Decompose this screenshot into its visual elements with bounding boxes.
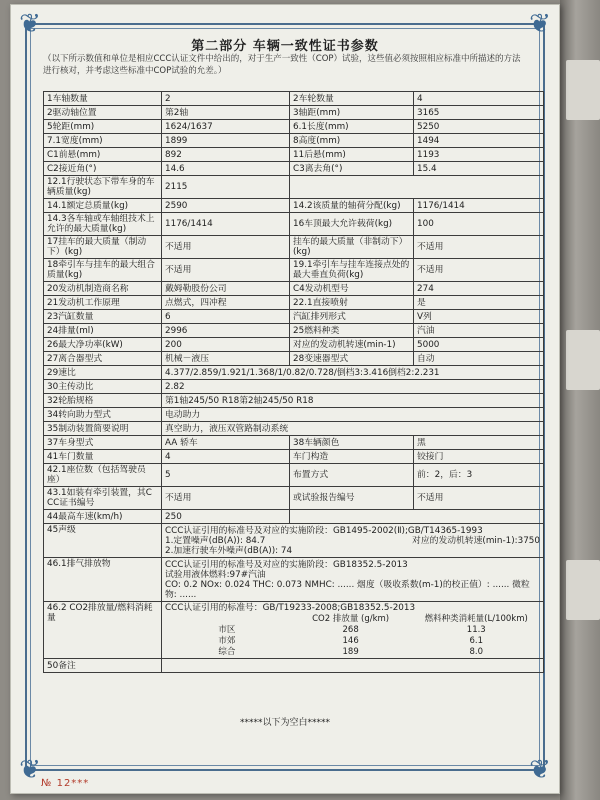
empty-cell	[290, 176, 544, 199]
field-value: 1624/1637	[162, 120, 290, 134]
table-row	[44, 310, 544, 324]
table-row	[44, 487, 544, 510]
field-label: 2驱动轴位置	[44, 106, 162, 120]
field-label: 30主传动比	[44, 380, 162, 394]
field-value: 1193	[414, 148, 544, 162]
field-value: 黑	[414, 436, 544, 450]
co2-value: 146	[342, 635, 359, 646]
field-label: 8高度(mm)	[290, 134, 414, 148]
field-value: 真空助力，液压双管路制动系统	[162, 422, 544, 436]
field-label: 挂车的最大质量（非制动下）(kg)	[290, 236, 414, 259]
field-label: 布置方式	[290, 464, 414, 487]
field-label: 21发动机工作原理	[44, 296, 162, 310]
field-label: 14.1额定总质量(kg)	[44, 199, 162, 213]
field-label: 16车顶最大允许载荷(kg)	[290, 213, 414, 236]
field-value: 6	[162, 310, 290, 324]
field-label: 37车身型式	[44, 436, 162, 450]
intro-note: （以下所示数值和单位是相应CCC认证文件中给出的，对于生产一致性（COP）试验，这些值必须按照相应标准中所描述的方法进行核对，并考虑这些标准中COP试验的允差。）	[43, 54, 521, 76]
table-row	[44, 366, 544, 380]
field-label: 2车轮数量	[290, 92, 414, 106]
field-value: 前：2，后：3	[414, 464, 544, 487]
ornament-icon: ❦	[19, 755, 41, 785]
field-label: 27离合器型式	[44, 352, 162, 366]
field-value	[162, 602, 544, 659]
field-label: 46.2 CO2排放量/燃料消耗量	[44, 602, 162, 659]
table-row	[44, 408, 544, 422]
table-row	[44, 394, 544, 408]
table-row	[44, 450, 544, 464]
table-row	[44, 602, 544, 659]
table-row	[165, 635, 540, 646]
field-label: 11后悬(mm)	[290, 148, 414, 162]
table-row	[44, 524, 544, 558]
table-row	[44, 436, 544, 450]
field-label: 26最大净功率(kW)	[44, 338, 162, 352]
cycle-name: 综合	[218, 646, 236, 657]
field-label: 34转向助力型式	[44, 408, 162, 422]
page-title: 第二部分 车辆一致性证书参数	[191, 39, 379, 54]
table-row	[44, 282, 544, 296]
field-label: 25燃料种类	[290, 324, 414, 338]
field-value: 892	[162, 148, 290, 162]
field-label: 14.3各车轴或车轴组技术上允许的最大质量(kg)	[44, 213, 162, 236]
field-label: 23汽缸数量	[44, 310, 162, 324]
emission-values: CO: 0.2 NOx: 0.024 THC: 0.073 NMHC: ...... 烟度（吸收系数(m-1)的校正值）: ...... 微粒物: ......	[165, 579, 530, 600]
emission-fuel: 试验用液体燃料:97#汽油	[165, 569, 266, 580]
field-label: 46.1排气排放物	[44, 558, 162, 602]
table-row	[44, 92, 544, 106]
field-value: 2	[162, 92, 290, 106]
field-value	[162, 524, 544, 558]
field-value: 2115	[162, 176, 290, 199]
field-label: 32轮胎规格	[44, 394, 162, 408]
spec-table	[43, 91, 544, 673]
table-row	[44, 324, 544, 338]
noise-driveby: 2.加速行驶车外噪声(dB(A)): 74	[165, 545, 293, 556]
field-value: 5	[162, 464, 290, 487]
empty-cell	[290, 510, 544, 524]
field-label: 车门构造	[290, 450, 414, 464]
field-value: 14.6	[162, 162, 290, 176]
field-label: 35制动装置简要说明	[44, 422, 162, 436]
field-label: 42.1座位数（包括驾驶员座）	[44, 464, 162, 487]
field-label: 41车门数量	[44, 450, 162, 464]
field-value: 是	[414, 296, 544, 310]
field-label: 汽缸排列形式	[290, 310, 414, 324]
table-row	[44, 162, 544, 176]
table-row	[44, 296, 544, 310]
field-value: 274	[414, 282, 544, 296]
table-row	[44, 148, 544, 162]
noise-standard: CCC认证引用的标准号及对应的实施阶段：GB1495-2002(Ⅱ);GB/T14365-1993	[165, 525, 483, 536]
table-row	[44, 558, 544, 602]
table-row	[44, 134, 544, 148]
field-value: 自动	[414, 352, 544, 366]
field-value: 4	[414, 92, 544, 106]
field-value: 2.82	[162, 380, 544, 394]
table-row	[165, 646, 540, 657]
field-label: 5轮距(mm)	[44, 120, 162, 134]
field-value	[162, 558, 544, 602]
ornament-icon: ❦	[19, 9, 41, 39]
ornament-icon: ❦	[529, 755, 551, 785]
noise-stationary	[165, 536, 540, 546]
field-value: 1899	[162, 134, 290, 148]
table-row	[44, 464, 544, 487]
field-value: 100	[414, 213, 544, 236]
field-value: 不适用	[162, 259, 290, 282]
fuel-header: 燃料种类消耗量(L/100km)	[424, 613, 528, 624]
field-label: 14.2该质量的轴荷分配(kg)	[290, 199, 414, 213]
table-row	[44, 120, 544, 134]
co2-standard: CCC认证引用的标准号：GB/T19233-2008;GB18352.5-2013	[165, 603, 416, 613]
serial-number: № 12***	[41, 778, 90, 789]
field-label: 24排量(ml)	[44, 324, 162, 338]
table-row	[44, 338, 544, 352]
field-value: 4.377/2.859/1.921/1.368/1/0.82/0.728/倒档3:3.416倒档2:2.231	[162, 366, 544, 380]
field-value: 1176/1414	[414, 199, 544, 213]
fuel-value: 11.3	[466, 624, 486, 635]
field-label: 38车辆颜色	[290, 436, 414, 450]
table-row	[44, 106, 544, 120]
field-value: 4	[162, 450, 290, 464]
co2-value: 189	[342, 646, 359, 657]
field-label: 45声级	[44, 524, 162, 558]
emission-standard: CCC认证引用的标准号及对应的实施阶段：GB18352.5-2013	[165, 559, 408, 570]
field-label: 19.1牵引车与挂车连接点处的最大垂直负荷(kg)	[290, 259, 414, 282]
field-value: 第1轴245/50 R18第2轴245/50 R18	[162, 394, 544, 408]
field-label: 44最高车速(km/h)	[44, 510, 162, 524]
field-value: 2590	[162, 199, 290, 213]
field-value: 不适用	[162, 487, 290, 510]
table-row	[44, 199, 544, 213]
field-value: 汽油	[414, 324, 544, 338]
field-value: 铰接门	[414, 450, 544, 464]
field-label: C3离去角(°)	[290, 162, 414, 176]
field-value: AA 轿车	[162, 436, 290, 450]
field-label: 3轴距(mm)	[290, 106, 414, 120]
field-value: 15.4	[414, 162, 544, 176]
field-label: 17挂车的最大质量（制动下）(kg)	[44, 236, 162, 259]
field-value: 200	[162, 338, 290, 352]
field-value: 1494	[414, 134, 544, 148]
noise-engine-speed: 对应的发动机转速(min-1):3750	[412, 535, 540, 546]
fuel-value: 6.1	[469, 635, 484, 646]
desk-background	[560, 0, 600, 800]
field-label: 对应的发动机转速(min-1)	[290, 338, 414, 352]
field-value	[162, 659, 544, 673]
table-row	[44, 176, 544, 199]
cycle-name: 市区	[218, 624, 236, 635]
co2-header: CO2 排放量 (g/km)	[312, 613, 390, 624]
table-row	[44, 213, 544, 236]
ornament-icon: ❦	[529, 9, 551, 39]
field-value: 2996	[162, 324, 290, 338]
table-row	[44, 380, 544, 394]
field-label: 29速比	[44, 366, 162, 380]
table-row	[44, 236, 544, 259]
field-value: 5000	[414, 338, 544, 352]
table-row	[44, 352, 544, 366]
co2-table	[165, 613, 540, 657]
field-label: 1车轴数量	[44, 92, 162, 106]
field-value: 点燃式，四冲程	[162, 296, 290, 310]
field-label: 43.1如装有牵引装置，其CCC证书编号	[44, 487, 162, 510]
field-value: 不适用	[414, 259, 544, 282]
field-label: C2接近角(°)	[44, 162, 162, 176]
field-label: 7.1宽度(mm)	[44, 134, 162, 148]
field-value: 不适用	[414, 236, 544, 259]
fuel-value: 8.0	[469, 646, 484, 657]
blank-below-note: *****以下为空白*****	[239, 718, 330, 728]
co2-value: 268	[342, 624, 359, 635]
field-value: 5250	[414, 120, 544, 134]
field-value: 戴姆勒股份公司	[162, 282, 290, 296]
field-label: 6.1长度(mm)	[290, 120, 414, 134]
certificate-page	[10, 4, 560, 794]
field-value: 不适用	[162, 236, 290, 259]
field-label: 28变速器型式	[290, 352, 414, 366]
field-label: 或试验报告编号	[290, 487, 414, 510]
table-row	[44, 259, 544, 282]
field-value: 机械－液压	[162, 352, 290, 366]
field-label: 20发动机制造商名称	[44, 282, 162, 296]
field-value: 250	[162, 510, 290, 524]
field-label: 50备注	[44, 659, 162, 673]
field-label: 12.1行驶状态下带车身的车辆质量(kg)	[44, 176, 162, 199]
field-value: 第2轴	[162, 106, 290, 120]
field-value: 电动助力	[162, 408, 544, 422]
table-row	[44, 510, 544, 524]
field-value: 不适用	[414, 487, 544, 510]
field-label: C4发动机型号	[290, 282, 414, 296]
cycle-name: 市郊	[218, 635, 236, 646]
field-label: 22.1直接喷射	[290, 296, 414, 310]
field-value: V列	[414, 310, 544, 324]
table-row	[44, 422, 544, 436]
field-value: 3165	[414, 106, 544, 120]
table-row	[165, 613, 540, 624]
field-label: C1前悬(mm)	[44, 148, 162, 162]
noise-stationary-value: 1.定置噪声(dB(A)): 84.7	[165, 535, 266, 546]
table-row	[165, 624, 540, 635]
field-value: 1176/1414	[162, 213, 290, 236]
table-row	[44, 659, 544, 673]
field-label: 18牵引车与挂车的最大组合质量(kg)	[44, 259, 162, 282]
